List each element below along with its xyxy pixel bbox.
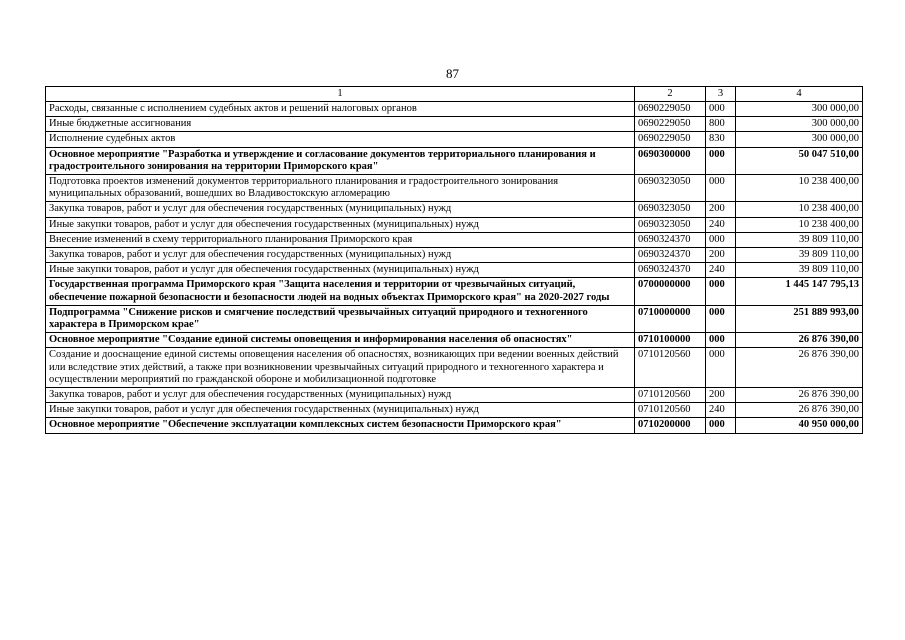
table-row — [46, 117, 863, 132]
row-expense-group: 240 — [706, 263, 736, 278]
row-target-code: 0710200000 — [635, 418, 706, 433]
row-name: Исполнение судебных актов — [46, 132, 635, 147]
row-name: Подготовка проектов изменений документов территориального планирования и градостроительного зонирования муниципальных образований, вошедших во Владивостокскую агломерацию — [46, 175, 635, 202]
row-expense-group: 000 — [706, 102, 736, 117]
row-name: Иные закупки товаров, работ и услуг для обеспечения государственных (муниципальных) нужд — [46, 263, 635, 278]
row-expense-group: 000 — [706, 418, 736, 433]
row-name: Закупка товаров, работ и услуг для обеспечения государственных (муниципальных) нужд — [46, 202, 635, 217]
header-col-3: 3 — [706, 87, 736, 102]
header-row — [46, 87, 863, 102]
row-target-code: 0690324370 — [635, 232, 706, 247]
table-row — [46, 175, 863, 202]
row-name: Подпрограмма "Снижение рисков и смягчение последствий чрезвычайных ситуаций природного и техногенного характера в Приморском крае" — [46, 305, 635, 332]
row-amount: 39 809 110,00 — [736, 232, 863, 247]
table-row — [46, 305, 863, 332]
row-target-code: 0710120560 — [635, 403, 706, 418]
row-name: Закупка товаров, работ и услуг для обеспечения государственных (муниципальных) нужд — [46, 248, 635, 263]
row-target-code: 0690229050 — [635, 132, 706, 147]
table-row — [46, 232, 863, 247]
row-amount: 300 000,00 — [736, 117, 863, 132]
row-amount: 1 445 147 795,13 — [736, 278, 863, 305]
row-amount: 26 876 390,00 — [736, 403, 863, 418]
row-expense-group: 000 — [706, 333, 736, 348]
row-amount: 300 000,00 — [736, 132, 863, 147]
row-target-code: 0690323050 — [635, 175, 706, 202]
table-row — [46, 348, 863, 388]
table-row — [46, 278, 863, 305]
row-target-code: 0690300000 — [635, 147, 706, 174]
row-expense-group: 800 — [706, 117, 736, 132]
table-row — [46, 263, 863, 278]
row-target-code: 0700000000 — [635, 278, 706, 305]
table-row — [46, 217, 863, 232]
row-amount: 251 889 993,00 — [736, 305, 863, 332]
budget-table-body — [46, 87, 863, 434]
row-expense-group: 000 — [706, 278, 736, 305]
row-target-code: 0690229050 — [635, 117, 706, 132]
row-target-code: 0690229050 — [635, 102, 706, 117]
row-amount: 50 047 510,00 — [736, 147, 863, 174]
row-expense-group: 000 — [706, 348, 736, 388]
header-col-4: 4 — [736, 87, 863, 102]
row-amount: 26 876 390,00 — [736, 333, 863, 348]
row-expense-group: 000 — [706, 147, 736, 174]
row-target-code: 0710120560 — [635, 348, 706, 388]
row-expense-group: 200 — [706, 202, 736, 217]
row-expense-group: 000 — [706, 175, 736, 202]
row-amount: 26 876 390,00 — [736, 388, 863, 403]
header-col-2: 2 — [635, 87, 706, 102]
row-expense-group: 000 — [706, 232, 736, 247]
row-expense-group: 240 — [706, 403, 736, 418]
table-row — [46, 403, 863, 418]
row-target-code: 0690324370 — [635, 263, 706, 278]
table-row — [46, 333, 863, 348]
page-number: 87 — [446, 66, 459, 81]
row-amount: 10 238 400,00 — [736, 202, 863, 217]
row-name: Основное мероприятие "Создание единой системы оповещения и информирования населения об опасностях" — [46, 333, 635, 348]
row-name: Закупка товаров, работ и услуг для обеспечения государственных (муниципальных) нужд — [46, 388, 635, 403]
row-target-code: 0710120560 — [635, 388, 706, 403]
row-expense-group: 200 — [706, 248, 736, 263]
row-expense-group: 240 — [706, 217, 736, 232]
row-name: Внесение изменений в схему территориального планирования Приморского края — [46, 232, 635, 247]
row-amount: 39 809 110,00 — [736, 263, 863, 278]
row-target-code: 0710000000 — [635, 305, 706, 332]
table-row — [46, 202, 863, 217]
row-expense-group: 200 — [706, 388, 736, 403]
table-row — [46, 147, 863, 174]
row-target-code: 0710100000 — [635, 333, 706, 348]
row-target-code: 0690323050 — [635, 217, 706, 232]
row-expense-group: 830 — [706, 132, 736, 147]
header-col-1: 1 — [46, 87, 635, 102]
row-target-code: 0690323050 — [635, 202, 706, 217]
budget-table — [45, 86, 863, 434]
row-target-code: 0690324370 — [635, 248, 706, 263]
row-name: Основное мероприятие "Обеспечение эксплуатации комплексных систем безопасности Приморского края" — [46, 418, 635, 433]
row-expense-group: 000 — [706, 305, 736, 332]
table-row — [46, 418, 863, 433]
row-amount: 39 809 110,00 — [736, 248, 863, 263]
row-name: Иные закупки товаров, работ и услуг для обеспечения государственных (муниципальных) нужд — [46, 403, 635, 418]
row-name: Государственная программа Приморского края "Защита населения и территории от чрезвычайных ситуаций, обеспечение пожарной безопасности и безопасности людей на водных объектах Приморского края" на 2020-2027 годы — [46, 278, 635, 305]
row-name: Иные закупки товаров, работ и услуг для обеспечения государственных (муниципальных) нужд — [46, 217, 635, 232]
table-row — [46, 102, 863, 117]
row-name: Иные бюджетные ассигнования — [46, 117, 635, 132]
row-name: Расходы, связанные с исполнением судебных актов и решений налоговых органов — [46, 102, 635, 117]
row-name: Создание и дооснащение единой системы оповещения населения об опасностях, возникающих при ведении военных действий или вследствие этих действий, а также при возникновении чрезвычайных ситуаций природного и техногенного характера и осуществлении мероприятий по гражданской обороне и мобилизационной подготовке — [46, 348, 635, 388]
table-row — [46, 132, 863, 147]
row-amount: 26 876 390,00 — [736, 348, 863, 388]
row-amount: 10 238 400,00 — [736, 175, 863, 202]
row-amount: 10 238 400,00 — [736, 217, 863, 232]
row-name: Основное мероприятие "Разработка и утверждение и согласование документов территориального планирования и градостроительного зонирования на территории Приморского края" — [46, 147, 635, 174]
table-row — [46, 388, 863, 403]
row-amount: 40 950 000,00 — [736, 418, 863, 433]
table-row — [46, 248, 863, 263]
row-amount: 300 000,00 — [736, 102, 863, 117]
